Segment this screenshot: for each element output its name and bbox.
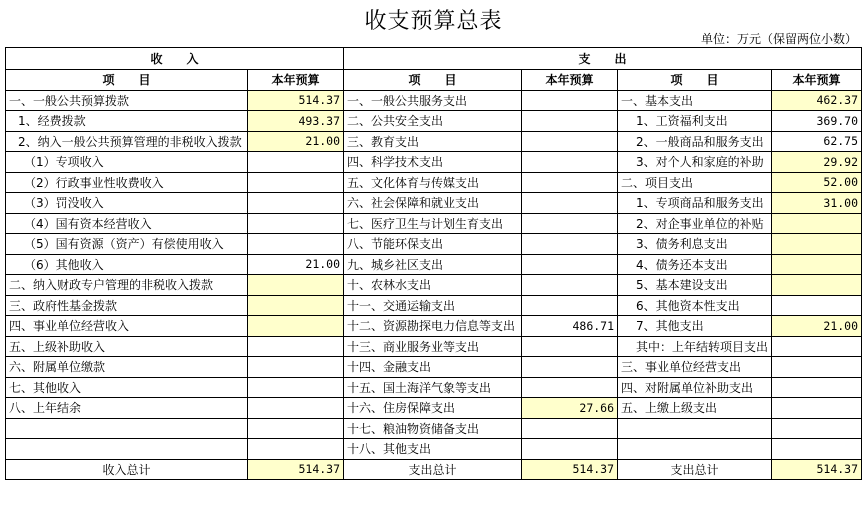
expense-func-value [522, 377, 618, 398]
income-value [248, 193, 344, 214]
header-row-2 [6, 70, 862, 91]
income-value: 21.00 [248, 131, 344, 152]
income-value [248, 172, 344, 193]
totals-row [6, 459, 862, 480]
expense-econ-total-value: 514.37 [772, 459, 862, 480]
table-row [6, 357, 862, 378]
expense-econ-budget-header: 本年预算 [772, 70, 862, 91]
expense-econ-value [772, 377, 862, 398]
expense-func-item: 十一、交通运输支出 [344, 295, 522, 316]
budget-table [5, 47, 862, 480]
expense-econ-value [772, 213, 862, 234]
expense-func-value [522, 90, 618, 111]
expense-econ-item [618, 439, 772, 460]
expense-econ-item: 五、上缴上级支出 [618, 398, 772, 419]
table-row [6, 418, 862, 439]
expense-func-item: 十五、国土海洋气象等支出 [344, 377, 522, 398]
table-row [6, 295, 862, 316]
expense-func-item: 五、文化体育与传媒支出 [344, 172, 522, 193]
expense-header: 支 出 [344, 48, 862, 70]
income-value [248, 418, 344, 439]
income-item: （5）国有资源（资产）有偿使用收入 [6, 234, 248, 255]
expense-econ-item: 一、基本支出 [618, 90, 772, 111]
table-row [6, 172, 862, 193]
expense-func-value [522, 418, 618, 439]
expense-func-value: 27.66 [522, 398, 618, 419]
table-row [6, 377, 862, 398]
table-row [6, 439, 862, 460]
expense-func-item: 十四、金融支出 [344, 357, 522, 378]
income-value [248, 336, 344, 357]
expense-func-value: 486.71 [522, 316, 618, 337]
income-item: （4）国有资本经营收入 [6, 213, 248, 234]
expense-econ-value: 52.00 [772, 172, 862, 193]
income-item: （1）专项收入 [6, 152, 248, 173]
table-row [6, 398, 862, 419]
income-value [248, 398, 344, 419]
expense-econ-value [772, 275, 862, 296]
expense-econ-value: 29.92 [772, 152, 862, 173]
income-value [248, 213, 344, 234]
expense-econ-item: 1、专项商品和服务支出 [618, 193, 772, 214]
table-row [6, 111, 862, 132]
expense-econ-value: 31.00 [772, 193, 862, 214]
expense-func-item-header: 项 目 [344, 70, 522, 91]
expense-func-item: 九、城乡社区支出 [344, 254, 522, 275]
expense-func-value [522, 152, 618, 173]
expense-econ-item [618, 418, 772, 439]
income-value: 493.37 [248, 111, 344, 132]
expense-func-item: 七、医疗卫生与计划生育支出 [344, 213, 522, 234]
income-item: 七、其他收入 [6, 377, 248, 398]
expense-func-item: 十八、其他支出 [344, 439, 522, 460]
table-row [6, 336, 862, 357]
income-item: 2、纳入一般公共预算管理的非税收入拨款 [6, 131, 248, 152]
income-value [248, 275, 344, 296]
income-value: 21.00 [248, 254, 344, 275]
income-item [6, 439, 248, 460]
expense-econ-item: 5、基本建设支出 [618, 275, 772, 296]
expense-total-value: 514.37 [522, 459, 618, 480]
income-value: 514.37 [248, 90, 344, 111]
income-total-value: 514.37 [248, 459, 344, 480]
expense-econ-item: 2、一般商品和服务支出 [618, 131, 772, 152]
expense-func-item: 三、教育支出 [344, 131, 522, 152]
expense-econ-item: 三、事业单位经营支出 [618, 357, 772, 378]
expense-econ-item: 其中：上年结转项目支出 [618, 336, 772, 357]
header-row-1 [6, 48, 862, 70]
expense-func-value [522, 439, 618, 460]
expense-econ-value: 462.37 [772, 90, 862, 111]
table-row [6, 213, 862, 234]
income-item: 二、纳入财政专户管理的非税收入拨款 [6, 275, 248, 296]
expense-func-value [522, 275, 618, 296]
expense-econ-item: 2、对企事业单位的补贴 [618, 213, 772, 234]
expense-func-value [522, 336, 618, 357]
income-value [248, 377, 344, 398]
expense-func-value [522, 193, 618, 214]
expense-func-value [522, 213, 618, 234]
income-item: 四、事业单位经营收入 [6, 316, 248, 337]
expense-econ-item-header: 项 目 [618, 70, 772, 91]
expense-econ-value [772, 336, 862, 357]
expense-econ-value [772, 398, 862, 419]
expense-econ-item: 4、债务还本支出 [618, 254, 772, 275]
expense-econ-item: 6、其他资本性支出 [618, 295, 772, 316]
table-row [6, 234, 862, 255]
expense-func-item: 十、农林水支出 [344, 275, 522, 296]
expense-func-value [522, 357, 618, 378]
expense-func-item: 八、节能环保支出 [344, 234, 522, 255]
income-value [248, 439, 344, 460]
income-item: 八、上年结余 [6, 398, 248, 419]
table-row [6, 131, 862, 152]
unit-note: 单位：万元（保留两位小数） [700, 32, 857, 46]
income-value [248, 357, 344, 378]
expense-func-value [522, 111, 618, 132]
expense-econ-item: 3、债务利息支出 [618, 234, 772, 255]
expense-econ-item: 7、其他支出 [618, 316, 772, 337]
expense-econ-value [772, 439, 862, 460]
income-value [248, 295, 344, 316]
expense-econ-item: 1、工资福利支出 [618, 111, 772, 132]
income-item: 一、一般公共预算拨款 [6, 90, 248, 111]
expense-econ-total-label: 支出总计 [618, 459, 772, 480]
expense-econ-value [772, 234, 862, 255]
expense-func-item: 十六、住房保障支出 [344, 398, 522, 419]
expense-econ-value [772, 254, 862, 275]
table-row [6, 152, 862, 173]
table-row [6, 316, 862, 337]
income-item [6, 418, 248, 439]
income-item: （2）行政事业性收费收入 [6, 172, 248, 193]
income-value [248, 152, 344, 173]
expense-econ-value [772, 295, 862, 316]
expense-econ-value [772, 357, 862, 378]
table-row [6, 193, 862, 214]
expense-func-value [522, 234, 618, 255]
expense-func-item: 一、一般公共服务支出 [344, 90, 522, 111]
income-budget-header: 本年预算 [248, 70, 344, 91]
page-title: 收支预算总表 [364, 9, 503, 34]
table-row [6, 275, 862, 296]
expense-econ-value: 62.75 [772, 131, 862, 152]
table-row [6, 254, 862, 275]
expense-func-value [522, 254, 618, 275]
income-item: （3）罚没收入 [6, 193, 248, 214]
expense-func-item: 十二、资源勘探电力信息等支出 [344, 316, 522, 337]
expense-econ-item: 四、对附属单位补助支出 [618, 377, 772, 398]
expense-econ-item: 二、项目支出 [618, 172, 772, 193]
expense-total-label: 支出总计 [344, 459, 522, 480]
expense-econ-value [772, 418, 862, 439]
income-header: 收 入 [6, 48, 344, 70]
income-item-header: 项 目 [6, 70, 248, 91]
expense-func-value [522, 295, 618, 316]
expense-func-value [522, 131, 618, 152]
expense-econ-value: 21.00 [772, 316, 862, 337]
expense-func-value [522, 172, 618, 193]
income-total-label: 收入总计 [6, 459, 248, 480]
expense-func-budget-header: 本年预算 [522, 70, 618, 91]
expense-econ-value: 369.70 [772, 111, 862, 132]
expense-func-item: 十三、商业服务业等支出 [344, 336, 522, 357]
income-value [248, 234, 344, 255]
income-item: 六、附属单位缴款 [6, 357, 248, 378]
expense-func-item: 十七、粮油物资储备支出 [344, 418, 522, 439]
expense-econ-item: 3、对个人和家庭的补助 [618, 152, 772, 173]
table-row [6, 90, 862, 111]
expense-func-item: 二、公共安全支出 [344, 111, 522, 132]
income-item: 三、政府性基金拨款 [6, 295, 248, 316]
expense-func-item: 四、科学技术支出 [344, 152, 522, 173]
income-item: （6）其他收入 [6, 254, 248, 275]
income-item: 1、经费拨款 [6, 111, 248, 132]
income-value [248, 316, 344, 337]
expense-func-item: 六、社会保障和就业支出 [344, 193, 522, 214]
income-item: 五、上级补助收入 [6, 336, 248, 357]
